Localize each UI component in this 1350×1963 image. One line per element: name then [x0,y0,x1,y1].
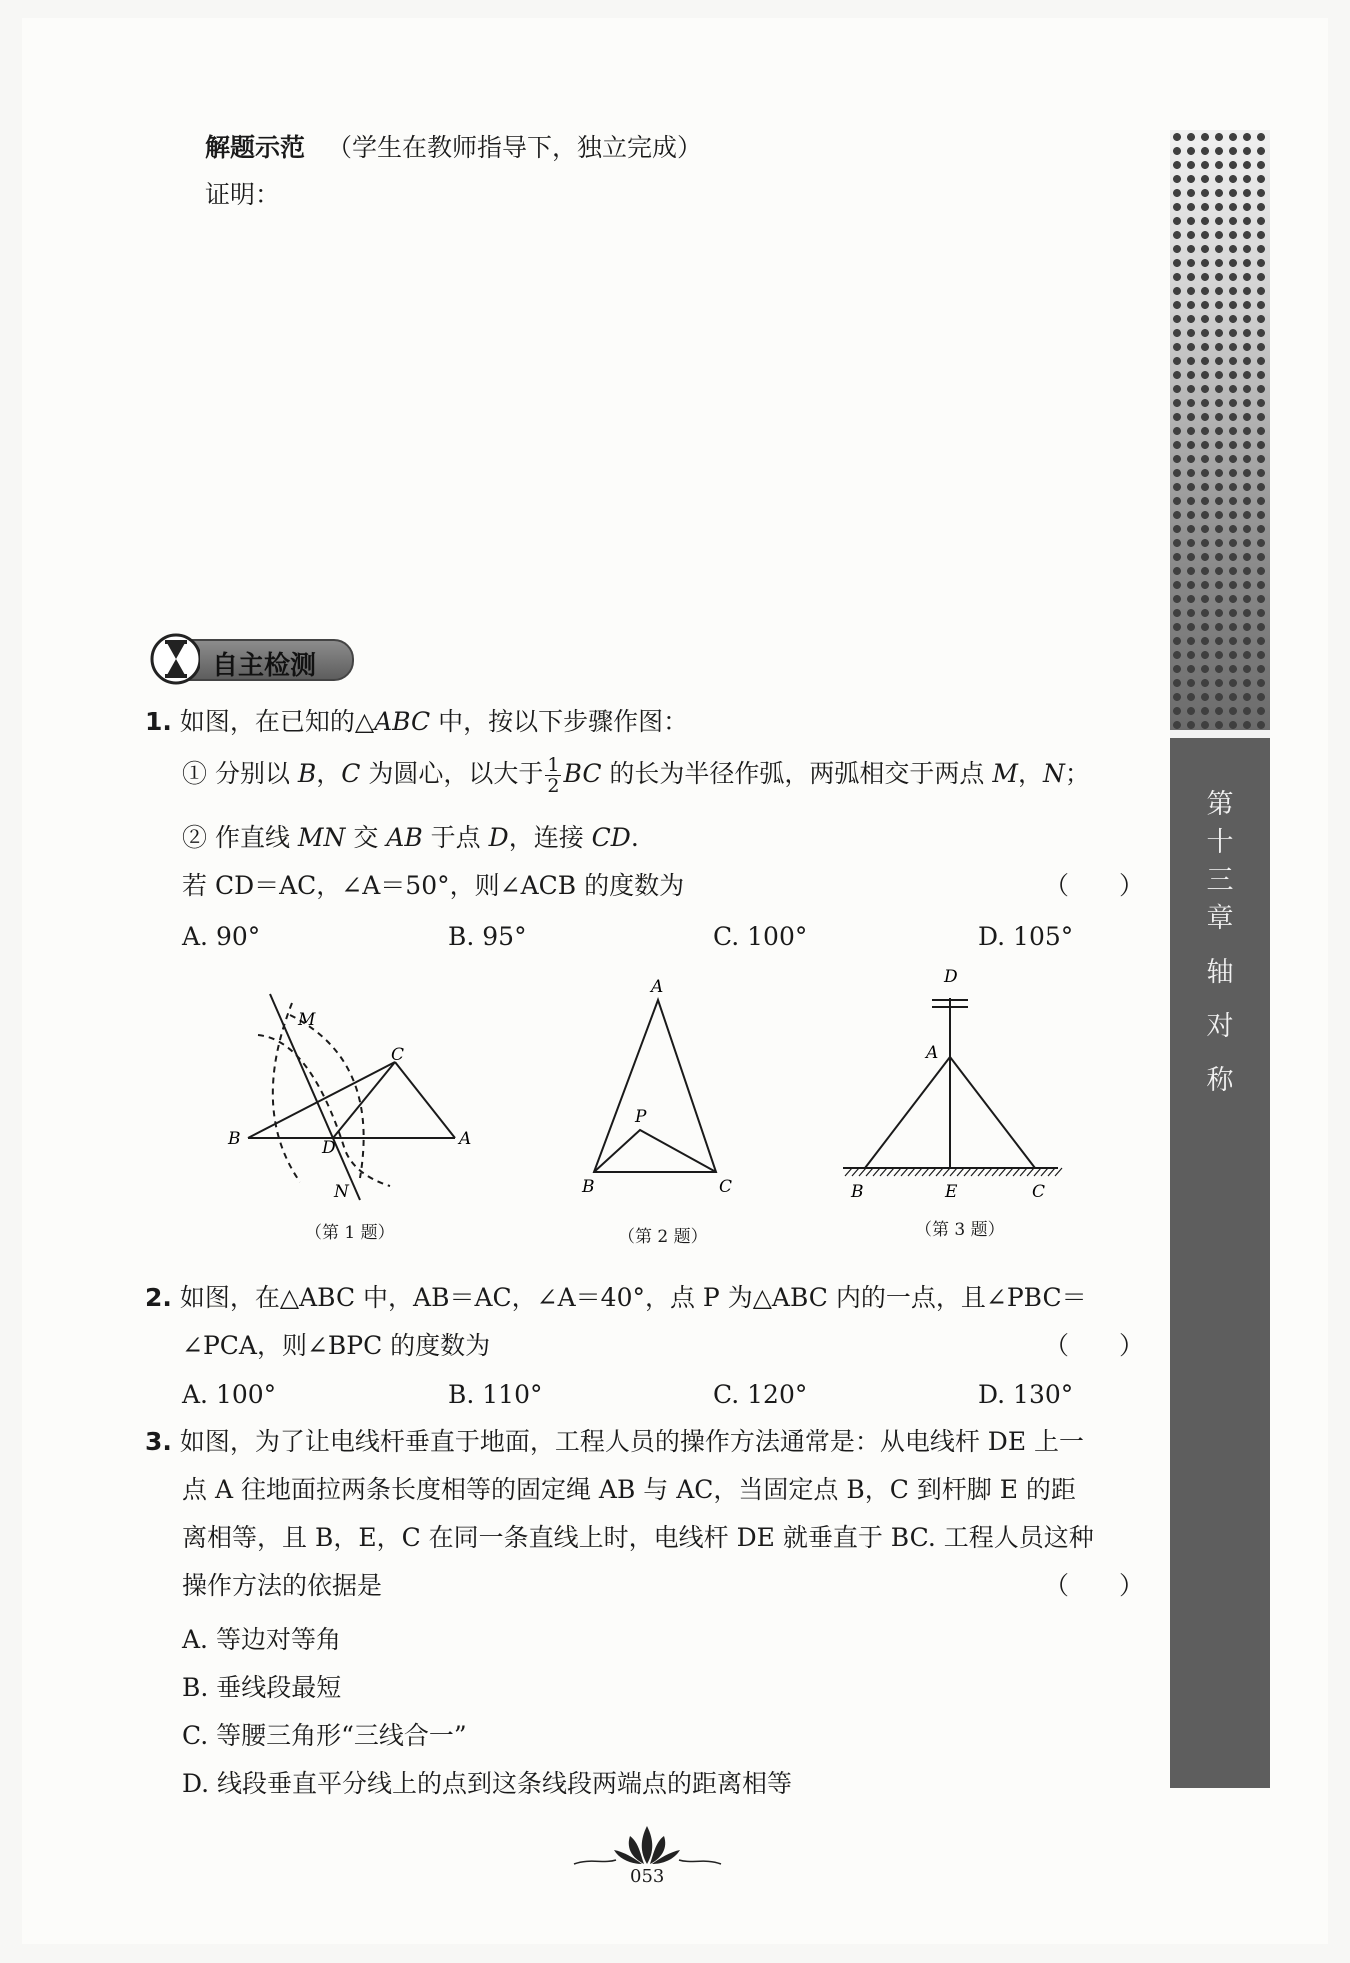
q1-stem-abc: ABC [374,707,431,736]
hatch-mark [908,1168,915,1176]
section-label: 自主检测 [212,651,317,681]
hatch-mark [1027,1168,1034,1176]
fig3-label-a: A [926,1043,939,1063]
hatch-mark [978,1168,985,1176]
q1-step2-d: AB [386,823,423,852]
hatch-mark [1020,1168,1027,1176]
hatch-mark [915,1168,922,1176]
q2-option-b: B. 110° [448,1380,543,1409]
q3-line2: 点 A 往地面拉两条长度相等的固定绳 AB 与 AC，当固定点 B，C 到杆脚 E 的距 [182,1475,1076,1504]
chapter-char-3: 三 [1206,865,1234,896]
hatch-mark [901,1168,908,1176]
q1-step2-h: CD [591,823,631,852]
fig1-segment-cd [333,1062,395,1138]
fig2-label-p: P [635,1107,647,1127]
q3-answer-paren: （ ） [1043,1571,1144,1600]
hatch-mark [964,1168,971,1176]
fig1-label-a: A [459,1129,472,1149]
hatch-mark [873,1168,880,1176]
q1-option-b: B. 95° [448,922,527,951]
q3-number: 3. [145,1427,172,1456]
hatch-mark [929,1168,936,1176]
q1-step2-a: ② 作直线 [182,823,298,852]
hatch-mark [999,1168,1006,1176]
q1-fraction-numerator: 1 [547,754,560,776]
hatch-mark [1041,1168,1048,1176]
q3-line4-row [182,1562,1144,1610]
chapter-char-6: 对 [1206,1011,1234,1042]
fig1-label-b: B [228,1129,241,1149]
hatch-mark [880,1168,887,1176]
fig3-rope-ac [950,1057,1035,1168]
hatch-mark [985,1168,992,1176]
hatch-mark [992,1168,999,1176]
q3-line1 [145,1418,1084,1466]
q1-stem-text: 如图，在已知的△ [179,707,375,736]
q1-step2-e: 于点 [422,823,489,852]
q1-step1-e: 为圆心，以大于 [360,759,544,788]
hatch-mark [845,1168,852,1176]
chapter-char-4: 章 [1206,903,1234,934]
hatch-mark [1034,1168,1041,1176]
hatch-mark [971,1168,978,1176]
q2-answer-paren: （ ） [1043,1331,1144,1360]
q1-step2-b: MN [297,823,346,852]
q1-step1-b: B [297,759,317,788]
caption-fig1: （第 1 题） [305,1223,395,1243]
q3-line4: 操作方法的依据是 [182,1571,383,1600]
q1-step2-g: ，连接 [508,823,592,852]
fig3-rope-ab [865,1057,950,1168]
hatch-mark [852,1168,859,1176]
hatch-mark [1055,1168,1062,1176]
q3-option-b: B. 垂线段最短 [182,1673,342,1702]
q2-option-d: D. 130° [978,1380,1074,1409]
fig2-label-c: C [719,1177,733,1197]
q1-step2-i: . [630,823,639,852]
fig2-label-a: A [651,977,664,997]
hatch-mark [1048,1168,1055,1176]
caption-fig2: （第 2 题） [618,1227,708,1247]
figure-3 [843,998,1058,1168]
q1-number: 1. [145,707,172,736]
fig2-triangle [594,1000,716,1172]
fig3-label-d: D [944,967,958,987]
chapter-char-2: 十 [1206,827,1234,858]
q3-line1-text: 如图，为了让电线杆垂直于地面，工程人员的操作方法通常是：从电线杆 DE 上一 [179,1427,1085,1456]
hatch-mark [922,1168,929,1176]
q3-option-c: C. 等腰三角形“三线合一” [182,1721,467,1750]
q1-step1-a: ① 分别以 [182,759,298,788]
fig1-arc-1 [258,1035,390,1186]
chapter-char-1: 第 [1206,789,1234,820]
fig1-segment-ca [395,1062,455,1138]
q1-option-c: C. 100° [713,922,808,951]
fig2-point-p-lines [594,1130,716,1172]
proof-label: 证明： [205,180,281,209]
q1-step2-f: D [488,823,509,852]
q2-line2-row [182,1322,1144,1370]
q1-fraction-denominator: 2 [547,775,560,797]
q1-answer-paren: （ ） [1043,871,1144,900]
figure-2 [594,1000,716,1172]
chapter-side-band [1170,130,1270,1788]
leaf-ornament-icon [570,1820,725,1870]
figure-1 [248,994,455,1200]
caption-fig3: （第 3 题） [915,1220,1005,1240]
q2-option-a: A. 100° [182,1380,277,1409]
q3-option-a: A. 等边对等角 [182,1625,341,1654]
q1-step1-j: N [1042,759,1065,788]
q3-option-d: D. 线段垂直平分线上的点到这条线段两端点的距离相等 [182,1769,793,1798]
q2-option-c: C. 120° [713,1380,808,1409]
q2-line1 [145,1274,1087,1322]
fig3-label-c: C [1032,1182,1046,1202]
hatch-mark [936,1168,943,1176]
fig2-label-b: B [582,1177,595,1197]
demo-title: 解题示范 [205,133,306,162]
fig3-ground-hatch [845,1168,1062,1176]
q1-step1-d: C [341,759,361,788]
fig1-label-d: D [322,1138,336,1158]
fig1-segment-bc [248,1062,395,1138]
chapter-char-5: 轴 [1206,957,1234,988]
fig1-label-n: N [334,1182,349,1202]
side-band-pattern [1170,130,1270,730]
q1-step1-h: M [992,759,1018,788]
q1-condition: 若 CD＝AC，∠A＝50°，则∠ACB 的度数为 [182,871,685,900]
q1-step2-c: 交 [345,823,387,852]
hatch-mark [943,1168,950,1176]
fig1-label-m: M [298,1010,316,1030]
q1-option-d: D. 105° [978,922,1074,951]
q1-step1-g: 的长为半径作弧，两弧相交于两点 [601,759,993,788]
hatch-mark [1006,1168,1013,1176]
q2-line2: ∠PCA，则∠BPC 的度数为 [182,1331,491,1360]
q2-line1-text: 如图，在△ABC 中，AB＝AC，∠A＝40°，点 P 为△ABC 内的一点，且∠PBC＝ [179,1283,1087,1312]
q1-step1-k: ； [1064,759,1090,788]
chapter-char-7: 称 [1206,1065,1234,1096]
hatch-mark [950,1168,957,1176]
hatch-mark [887,1168,894,1176]
page-number: 053 [630,1866,665,1887]
hatch-mark [894,1168,901,1176]
hatch-mark [859,1168,866,1176]
q1-stem-end: 中，按以下步骤作图： [430,707,689,736]
hatch-mark [957,1168,964,1176]
demo-note: （学生在教师指导下，独立完成） [327,133,703,162]
q1-option-a: A. 90° [182,922,261,951]
side-band-divider [1170,730,1270,738]
fig1-label-c: C [391,1045,405,1065]
q1-step1-f: BC [563,759,602,788]
fig3-label-b: B [851,1182,864,1202]
q2-number: 2. [145,1283,172,1312]
q3-line3: 离相等，且 B，E，C 在同一条直线上时，电线杆 DE 就垂直于 BC. 工程人员这种 [182,1523,1094,1552]
fig3-label-e: E [945,1182,958,1202]
q1-step1-i: ， [1017,759,1043,788]
q1-step1-c: ， [316,759,342,788]
hatch-mark [1013,1168,1020,1176]
hatch-mark [866,1168,873,1176]
